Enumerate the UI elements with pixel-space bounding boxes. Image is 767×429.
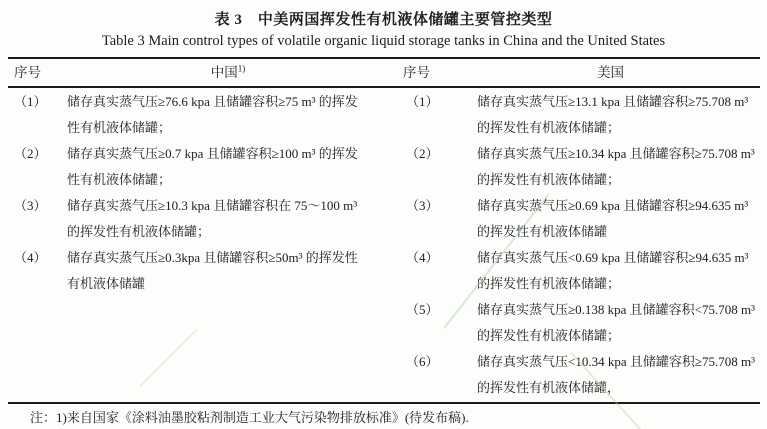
table-row (384, 89, 760, 141)
table-row (384, 349, 760, 401)
row-text-line: 性有机液体储罐； (67, 172, 172, 187)
row-number: （4） (14, 250, 47, 265)
usa-column (384, 89, 760, 401)
row-number: （1） (406, 94, 439, 109)
table-row (384, 297, 760, 349)
row-text (67, 89, 384, 141)
row-text-line: 储存真实蒸气压<10.34 kpa 且储罐容积≥75.708 m³ (477, 354, 755, 369)
row-text-line: 性有机液体储罐； (67, 120, 172, 135)
table-body (8, 89, 760, 401)
header-col-usa: 美国 (597, 65, 624, 80)
row-text-line: 的挥发性有机液体储罐； (477, 328, 621, 343)
header-col-china-label: 中国 (210, 65, 238, 80)
row-text-line: 的挥发性有机液体储罐 (477, 224, 608, 239)
row-text (477, 349, 760, 401)
header-col-china-footnote-ref: 1) (237, 63, 246, 74)
row-text (477, 245, 760, 297)
row-text (477, 193, 760, 245)
row-text (67, 193, 384, 245)
row-number: （2） (406, 146, 439, 161)
table-row (384, 245, 760, 297)
table-header-row (8, 59, 760, 86)
row-number: （6） (406, 354, 439, 369)
row-text-line: 的挥发性有机液体储罐； (477, 120, 621, 135)
table-row (8, 245, 384, 297)
row-number: （1） (14, 94, 47, 109)
table-row (384, 141, 760, 193)
row-text-line: 的挥发性有机液体储罐； (477, 276, 621, 291)
row-text-line: 储存真实蒸气压≥10.34 kpa 且储罐容积≥75.708 m³ (477, 146, 755, 161)
table-row (8, 193, 384, 245)
row-number: （5） (406, 302, 439, 317)
table-rule-header (8, 86, 760, 88)
row-text (477, 141, 760, 193)
row-text-line: 储存真实蒸气压≥76.6 kpa 且储罐容积≥75 m³ 的挥发 (67, 94, 358, 109)
row-text-line: 的挥发性有机液体储罐； (67, 224, 211, 239)
row-text-line: 储存真实蒸气压≥0.69 kpa 且储罐容积≥94.635 m³ (477, 198, 749, 213)
row-text-line: 储存真实蒸气压≥0.3kpa 且储罐容积≥50m³ 的挥发性 (67, 250, 358, 265)
row-number: （2） (14, 146, 47, 161)
footnote: 注：1)来自国家《涂料油墨胶粘剂制造工业大气污染物排放标准》(待发布稿). (30, 410, 469, 425)
row-text-line: 的挥发性有机液体储罐， (477, 380, 621, 395)
table-row (384, 193, 760, 245)
table-row (8, 89, 384, 141)
header-col-china (68, 61, 388, 81)
table-rule-bottom (8, 402, 760, 404)
row-text (477, 297, 760, 349)
row-text (67, 141, 384, 193)
row-text-line: 的挥发性有机液体储罐； (477, 172, 621, 187)
row-text-line: 有机液体储罐 (67, 276, 146, 291)
row-number: （3） (406, 198, 439, 213)
header-col-no-right: 序号 (403, 65, 430, 80)
row-text (67, 245, 384, 297)
table-row (8, 141, 384, 193)
china-column (8, 89, 384, 401)
table-title-zh: 表 3 中美两国挥发性有机液体储罐主要管控类型 (214, 12, 553, 28)
row-text (477, 89, 760, 141)
row-text-line: 储存真实蒸气压≥13.1 kpa 且储罐容积≥75.708 m³ (477, 94, 749, 109)
row-number: （3） (14, 198, 47, 213)
table-title-en: Table 3 Main control types of volatile organic liquid storage tanks in China and the United States (101, 33, 666, 49)
row-text-line: 储存真实蒸气压≥0.7 kpa 且储罐容积≥100 m³ 的挥发 (67, 146, 358, 161)
row-text-line: 储存真实蒸气压≥10.3 kpa 且储罐容积在 75～100 m³ (67, 198, 358, 213)
row-text-line: 储存真实蒸气压≥0.138 kpa 且储罐容积<75.708 m³ (477, 302, 755, 317)
row-number: （4） (406, 250, 439, 265)
header-col-no-left: 序号 (14, 65, 41, 80)
row-text-line: 储存真实蒸气压<0.69 kpa 且储罐容积≥94.635 m³ (477, 250, 749, 265)
